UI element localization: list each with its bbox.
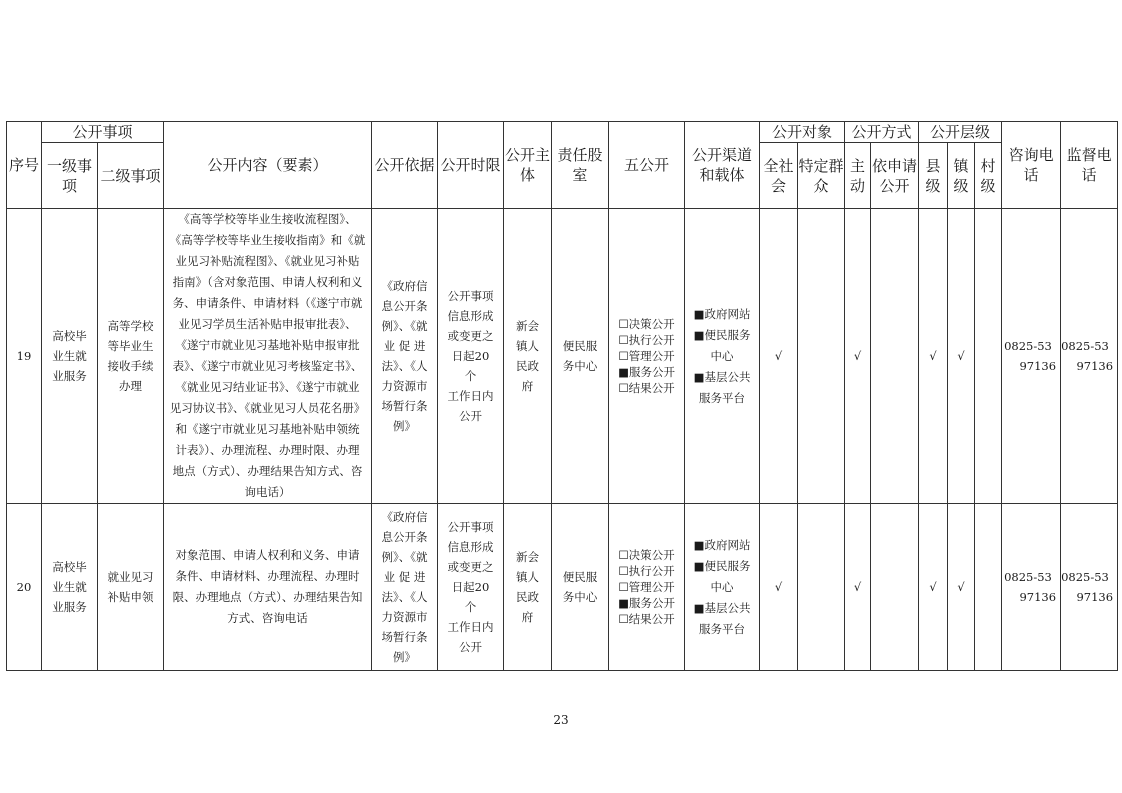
header-active: 主动 [845,143,871,209]
header-group-level: 公开层级 [919,122,1002,143]
row-county: √ [919,209,948,504]
row-supervise-phone: 0825-53 97136 [1061,504,1118,671]
row-level2: 高等学校等毕业生接收手续办理 [98,209,164,504]
header-channel: 公开渠道和载体 [685,122,760,209]
row-supervise-phone: 0825-53 97136 [1061,209,1118,504]
table-row [7,209,1118,504]
row-village [975,209,1002,504]
row-channel: ■政府网站 ■便民服务 中心 ■基层公共 服务平台 [685,504,760,671]
header-content: 公开内容（要素） [164,122,372,209]
row-county: √ [919,504,948,671]
header-group-method: 公开方式 [845,122,919,143]
row-content: 对象范围、申请人权利和义务、申请 条件、申请材料、办理流程、办理时 限、办理地点（方式）、办理结果告知 方式、咨询电话 [164,504,372,671]
row-consult-phone: 0825-53 97136 [1002,504,1061,671]
row-active: √ [845,209,871,504]
disclosure-table [6,121,1118,671]
header-level1: 一级事项 [42,143,98,209]
header-county: 县级 [919,143,948,209]
header-seq: 序号 [7,122,42,209]
header-supervise-phone: 监督电话 [1061,122,1118,209]
row-office: 便民服 务中心 [552,209,609,504]
row-five-public: ☐决策公开 ☐执行公开 ☐管理公开 ■服务公开 ☐结果公开 [609,209,685,504]
row-active: √ [845,504,871,671]
row-level2: 就业见习补贴申领 [98,504,164,671]
row-level1: 高校毕业生就业服务 [42,504,98,671]
header-level2: 二级事项 [98,143,164,209]
table-row [7,504,1118,671]
row-seq: 19 [7,209,42,504]
header-village: 村级 [975,143,1002,209]
row-time-limit: 公开事项 信息形成 或变更之 日起20个 工作日内 公开 [438,209,504,504]
header-consult-phone: 咨询电话 [1002,122,1061,209]
row-basis: 《政府信 息公开条 例》、《就 业 促 进 法》、《人 力资源市 场暂行条 例》 [372,504,438,671]
row-time-limit: 公开事项 信息形成 或变更之 日起20个 工作日内 公开 [438,504,504,671]
header-town: 镇级 [948,143,975,209]
header-subject: 公开主体 [504,122,552,209]
row-content: 《高等学校等毕业生接收流程图》、 《高等学校等毕业生接收指南》和《就 业见习补贴流程图》、《就业见习补贴 指南》（含对象范围、申请人权利和义 务、申请条件、申请材料（《遂宁市就 业见习学员生活补贴申报审批表》、 《遂宁市就业见习基地补贴申报审批 表》、《遂宁市就业见习考核鉴定书》、 《就业见习结业证书》、《遂宁市就业 见习协议书》、《就业见习人员花名册》 和《遂宁市就业见习基地补贴申领统 计表》）、办理流程、办理时限、办理 地点（方式）、办理结果告知方式、咨 询电话） [164,209,372,504]
page-number: 23 [553,713,569,727]
row-village [975,504,1002,671]
row-on-request [871,504,919,671]
row-level1: 高校毕业生就业服务 [42,209,98,504]
header-office: 责任股室 [552,122,609,209]
header-on-request: 依申请公开 [871,143,919,209]
row-subject: 新会 镇人 民政 府 [504,209,552,504]
row-office: 便民服 务中心 [552,504,609,671]
row-specific-group [798,504,845,671]
header-whole-society: 全社会 [760,143,798,209]
row-subject: 新会 镇人 民政 府 [504,504,552,671]
header-time-limit: 公开时限 [438,122,504,209]
header-basis: 公开依据 [372,122,438,209]
header-group-items: 公开事项 [42,122,164,143]
row-on-request [871,209,919,504]
row-basis: 《政府信 息公开条 例》、《就 业 促 进 法》、《人 力资源市 场暂行条 例》 [372,209,438,504]
row-town: √ [948,504,975,671]
header-specific-group: 特定群众 [798,143,845,209]
row-channel: ■政府网站 ■便民服务 中心 ■基层公共 服务平台 [685,209,760,504]
row-five-public: ☐决策公开 ☐执行公开 ☐管理公开 ■服务公开 ☐结果公开 [609,504,685,671]
row-specific-group [798,209,845,504]
row-whole-society: √ [760,504,798,671]
row-consult-phone: 0825-53 97136 [1002,209,1061,504]
header-five-public: 五公开 [609,122,685,209]
row-town: √ [948,209,975,504]
header-group-object: 公开对象 [760,122,845,143]
row-seq: 20 [7,504,42,671]
row-whole-society: √ [760,209,798,504]
